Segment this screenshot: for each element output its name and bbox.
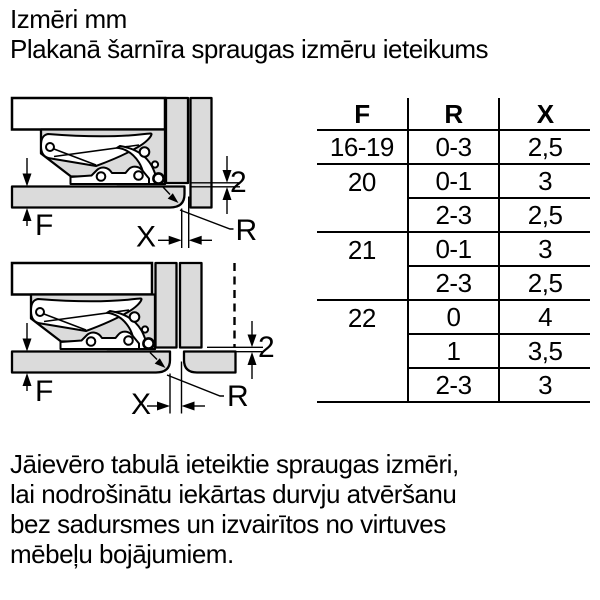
furniture-door-panel: [180, 263, 202, 348]
housing-hole: [140, 147, 150, 157]
cell-f: 21: [317, 232, 408, 266]
col-header-r: R: [408, 98, 499, 130]
note-line: lai nodrošinātu iekārtas durvju atvēršanu: [10, 479, 457, 509]
arrow-left-icon: [189, 236, 202, 245]
furniture-side-panel: [191, 98, 212, 208]
cell-f: 16-19: [317, 130, 408, 164]
table-row: [317, 164, 590, 198]
cell-r: 0-1: [408, 164, 499, 198]
housing-hole-small: [152, 161, 158, 167]
arrow-down-icon: [23, 174, 32, 187]
cell-x: 3,5: [499, 334, 590, 368]
cell-x: 3: [499, 164, 590, 198]
title-line-subtitle: Plakanā šarnīra spraugas izmēru ieteikums: [10, 34, 489, 64]
label-r: R: [235, 214, 257, 247]
table-row: [317, 334, 590, 368]
cell-r: 0-1: [408, 232, 499, 266]
arrow-down-icon: [23, 339, 32, 352]
arrow-right-icon: [157, 402, 170, 411]
label-r: R: [227, 380, 249, 413]
hinge-diagram-bottom: [12, 263, 274, 421]
hinge-mechanism: [41, 130, 165, 185]
col-header-f: F: [317, 98, 408, 130]
arrow-down-icon: [248, 335, 257, 348]
furniture-front-panel: [12, 187, 185, 208]
appliance-door-panel: [156, 263, 177, 348]
cell-r: 0: [408, 300, 499, 334]
label-f: F: [35, 375, 53, 408]
table-row: [317, 300, 590, 334]
cell-r: 2-3: [408, 368, 499, 402]
cell-f: [317, 266, 408, 300]
note-line: bez sadursmes un izvairītos no virtuves: [10, 509, 446, 539]
label-f: F: [35, 209, 53, 242]
table-row: [317, 130, 590, 164]
cell-f: [317, 334, 408, 368]
cell-f: 22: [317, 300, 408, 334]
cell-r: 0-3: [408, 130, 499, 164]
hinge-mechanism: [31, 295, 155, 350]
cell-r: 2-3: [408, 198, 499, 232]
cell-f: [317, 368, 408, 402]
label-x: X: [131, 388, 151, 421]
cell-x: 3: [499, 232, 590, 266]
cell-x: 4: [499, 300, 590, 334]
label-gap: 2: [230, 166, 247, 199]
arrow-up-icon: [248, 352, 257, 365]
arrow-up-icon: [23, 373, 32, 386]
hinge-arm-hole: [46, 143, 54, 151]
lever-screw-hole: [97, 172, 106, 181]
cell-x: 2,5: [499, 130, 590, 164]
label-x: X: [136, 220, 156, 254]
col-header-x: X: [499, 98, 590, 130]
table-row: [317, 198, 590, 232]
note-line: Jāievēro tabulā ieteiktie spraugas izmēri,: [10, 449, 459, 479]
cell-x: 2,5: [499, 198, 590, 232]
title-line-units: Izmēri mm: [10, 4, 127, 34]
lever-screw-hole: [134, 171, 143, 180]
cell-r: 2-3: [408, 266, 499, 300]
note-line: mēbeļu bojājumiem.: [10, 539, 234, 569]
table-row: [317, 266, 590, 300]
table-row: [317, 232, 590, 266]
arrow-left-icon: [182, 402, 195, 411]
cell-f: 20: [317, 164, 408, 198]
cell-f: [317, 198, 408, 232]
cabinet-top-panel: [12, 263, 152, 295]
recommendation-note: [10, 449, 459, 569]
cell-x: 2,5: [499, 266, 590, 300]
cell-x: 3: [499, 368, 590, 402]
cell-r: 1: [408, 334, 499, 368]
gap-size-table: [317, 98, 590, 403]
arrow-right-icon: [169, 236, 182, 245]
table-row: [317, 368, 590, 402]
furniture-front-left: [12, 352, 170, 373]
label-gap: 2: [258, 331, 275, 364]
arrow-up-icon: [23, 208, 32, 221]
appliance-door-panel: [166, 98, 188, 183]
hinge-diagram-top: [12, 98, 257, 254]
cabinet-top-panel: [12, 98, 165, 130]
hinge-pivot: [153, 173, 163, 183]
table-header-row: [317, 98, 590, 130]
furniture-front-right: [184, 352, 236, 373]
